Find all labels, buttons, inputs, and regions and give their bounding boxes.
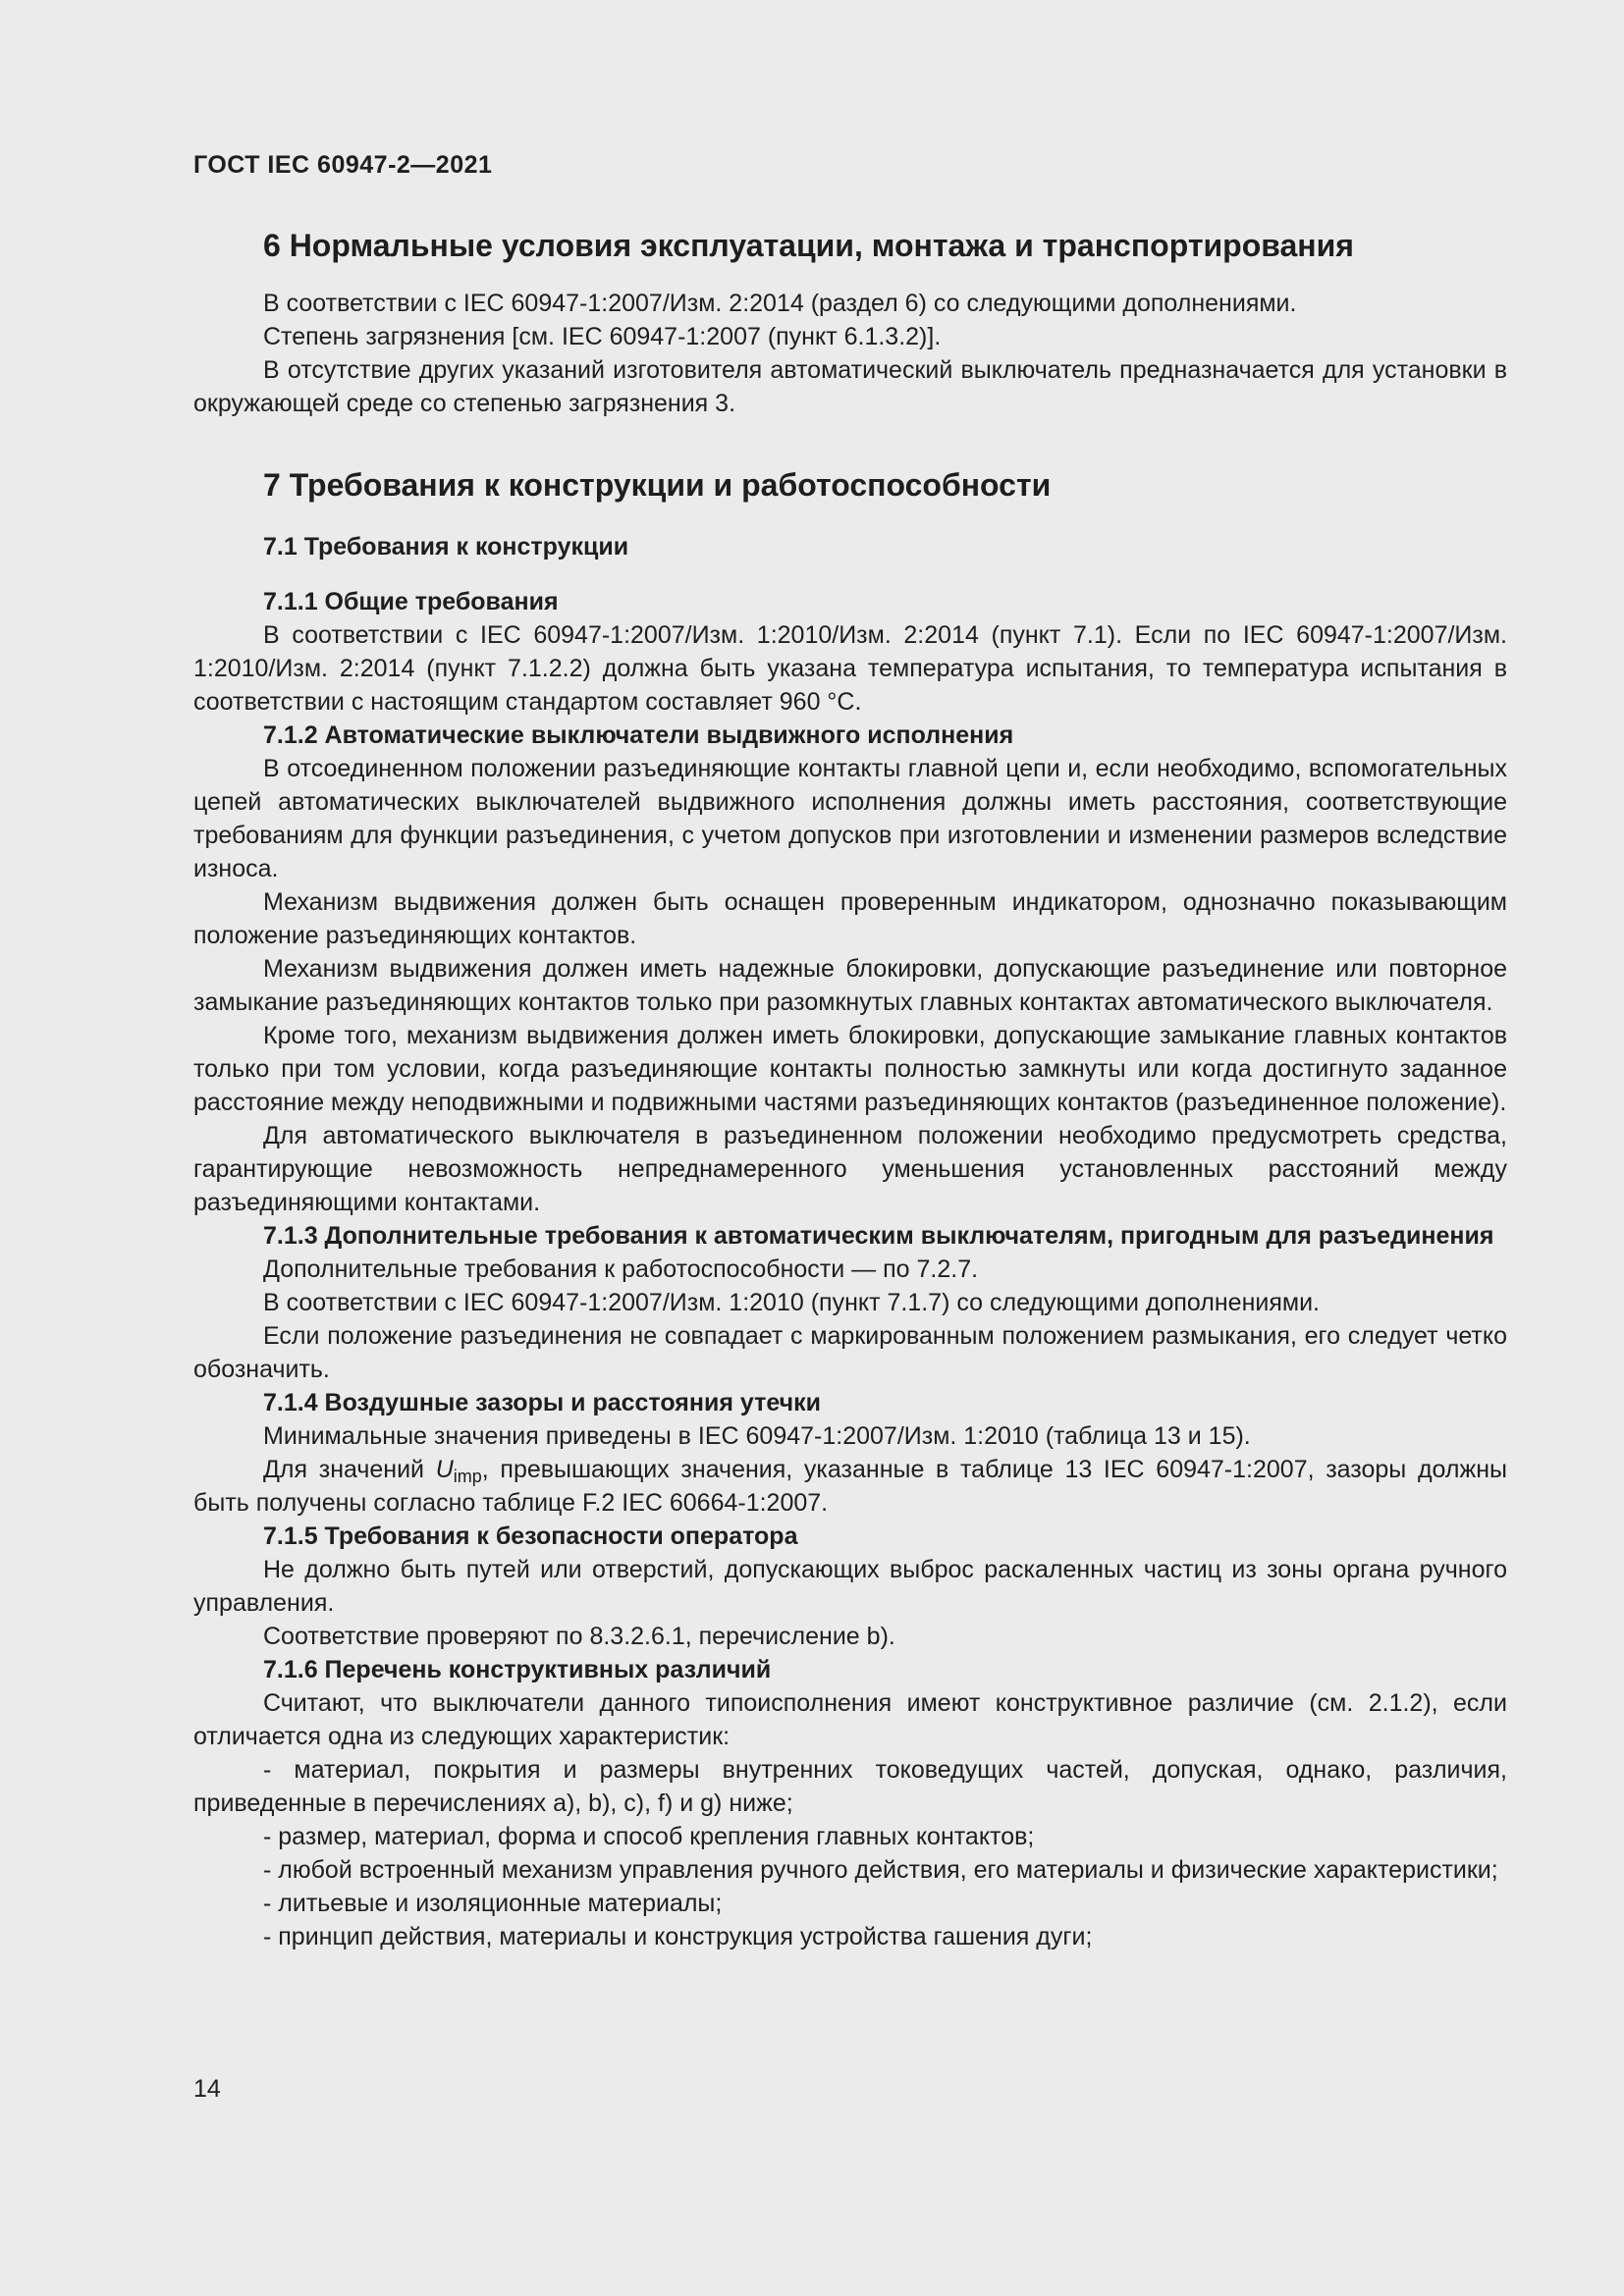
document-code-header: ГОСТ IEC 60947-2—2021 [193, 151, 493, 179]
section-7-heading: 7 Требования к конструкции и работоспособности [263, 467, 1052, 503]
subsection-7-1-heading: 7.1 Требования к конструкции [263, 533, 629, 561]
list-item: - материал, покрытия и размеры внутренних токоведущих частей, допуская, однако, различия, приведенные в перечислениях a), b), c), f) и g) ниже; [193, 1756, 1507, 1817]
page-number: 14 [193, 2075, 221, 2103]
text-fragment: , превышающих значения, указанные в таблице 13 IEC 60947-1:2007, зазоры должны быть получены согласно таблице F.2 IEC 60664-1:2007. [193, 1456, 1507, 1517]
voltage-symbol: U [435, 1456, 454, 1483]
clause-7-1-3-paragraph: В соответствии с IEC 60947-1:2007/Изм. 1:2010 (пункт 7.1.7) со следующими дополнениями. [263, 1289, 1320, 1316]
text-fragment: Для значений [263, 1456, 436, 1483]
clause-7-1-4-heading: 7.1.4 Воздушные зазоры и расстояния утечки [263, 1389, 822, 1416]
list-item: - литьевые и изоляционные материалы; [263, 1890, 723, 1917]
clause-7-1-3-heading: 7.1.3 Дополнительные требования к автоматическим выключателям, пригодным для разъединения [263, 1222, 1494, 1250]
clause-7-1-2-paragraph: Для автоматического выключателя в разъединенном положении необходимо предусмотреть средства, гарантирующие невозможность непреднамеренного уменьшения установленных расстояний между разъединяющими контактами. [193, 1122, 1507, 1216]
section-6-heading: 6 Нормальные условия эксплуатации, монтажа и транспортирования [263, 228, 1354, 263]
list-item: - любой встроенный механизм управления ручного действия, его материалы и физические характеристики; [263, 1856, 1498, 1884]
clause-7-1-5-paragraph: Соответствие проверяют по 8.3.2.6.1, перечисление b). [263, 1623, 895, 1650]
section-6-paragraph: В отсутствие других указаний изготовителя автоматический выключатель предназначается для установки в окружающей среде со степенью загрязнения 3. [193, 356, 1507, 417]
list-item: - принцип действия, материалы и конструкция устройства гашения дуги; [263, 1923, 1093, 1950]
clause-7-1-5-paragraph: Не должно быть путей или отверстий, допускающих выброс раскаленных частиц из зоны органа ручного управления. [193, 1556, 1507, 1617]
clause-7-1-2-paragraph: Кроме того, механизм выдвижения должен иметь блокировки, допускающие замыкание главных контактов только при том условии, когда разъединяющие контакты полностью замкнуты или когда достигнуто заданное расстояние между неподвижными и подвижными частями разъединяющих контактов (разъединенное положение). [193, 1022, 1507, 1116]
voltage-subscript: imp [453, 1467, 482, 1486]
clause-7-1-1-paragraph: В соответствии с IEC 60947-1:2007/Изм. 1:2010/Изм. 2:2014 (пункт 7.1). Если по IEC 60947-1:2007/Изм. 1:2010/Изм. 2:2014 (пункт 7.1.2.2) должна быть указана температура испытания, то температура испытания в соответствии с настоящим стандартом составляет 960 °C. [193, 621, 1507, 716]
clause-7-1-3-paragraph: Если положение разъединения не совпадает с маркированным положением размыкания, его следует четко обозначить. [193, 1322, 1507, 1383]
clause-7-1-5-heading: 7.1.5 Требования к безопасности оператора [263, 1522, 798, 1550]
list-item: - размер, материал, форма и способ крепления главных контактов; [263, 1823, 1035, 1850]
section-6-paragraph: Степень загрязнения [см. IEC 60947-1:2007 (пункт 6.1.3.2)]. [263, 323, 942, 350]
clause-7-1-6-heading: 7.1.6 Перечень конструктивных различий [263, 1656, 772, 1683]
clause-7-1-2-paragraph: Механизм выдвижения должен иметь надежные блокировки, допускающие разъединение или повторное замыкание разъединяющих контактов только при разомкнутых главных контактах автоматического выключателя. [193, 955, 1507, 1016]
clause-7-1-3-paragraph: Дополнительные требования к работоспособности — по 7.2.7. [263, 1255, 979, 1283]
clause-7-1-4-paragraph: Минимальные значения приведены в IEC 60947-1:2007/Изм. 1:2010 (таблица 13 и 15). [263, 1422, 1251, 1450]
clause-7-1-4-paragraph [193, 1453, 1507, 1520]
section-6-paragraph: В соответствии с IEC 60947-1:2007/Изм. 2:2014 (раздел 6) со следующими дополнениями. [263, 290, 1297, 317]
clause-7-1-2-paragraph: Механизм выдвижения должен быть оснащен проверенным индикатором, однозначно показывающим положение разъединяющих контактов. [193, 888, 1507, 949]
clause-7-1-6-paragraph: Считают, что выключатели данного типоисполнения имеют конструктивное различие (см. 2.1.2), если отличается одна из следующих характеристик: [193, 1689, 1507, 1750]
clause-7-1-1-heading: 7.1.1 Общие требования [263, 588, 559, 615]
clause-7-1-2-paragraph: В отсоединенном положении разъединяющие контакты главной цепи и, если необходимо, вспомогательных цепей автоматических выключателей выдвижного исполнения должны иметь расстояния, соответствующие требованиям для функции разъединения, с учетом допусков при изготовлении и изменении размеров вследствие износа. [193, 755, 1507, 882]
clause-7-1-2-heading: 7.1.2 Автоматические выключатели выдвижного исполнения [263, 721, 1014, 749]
page-content [193, 147, 1507, 1953]
